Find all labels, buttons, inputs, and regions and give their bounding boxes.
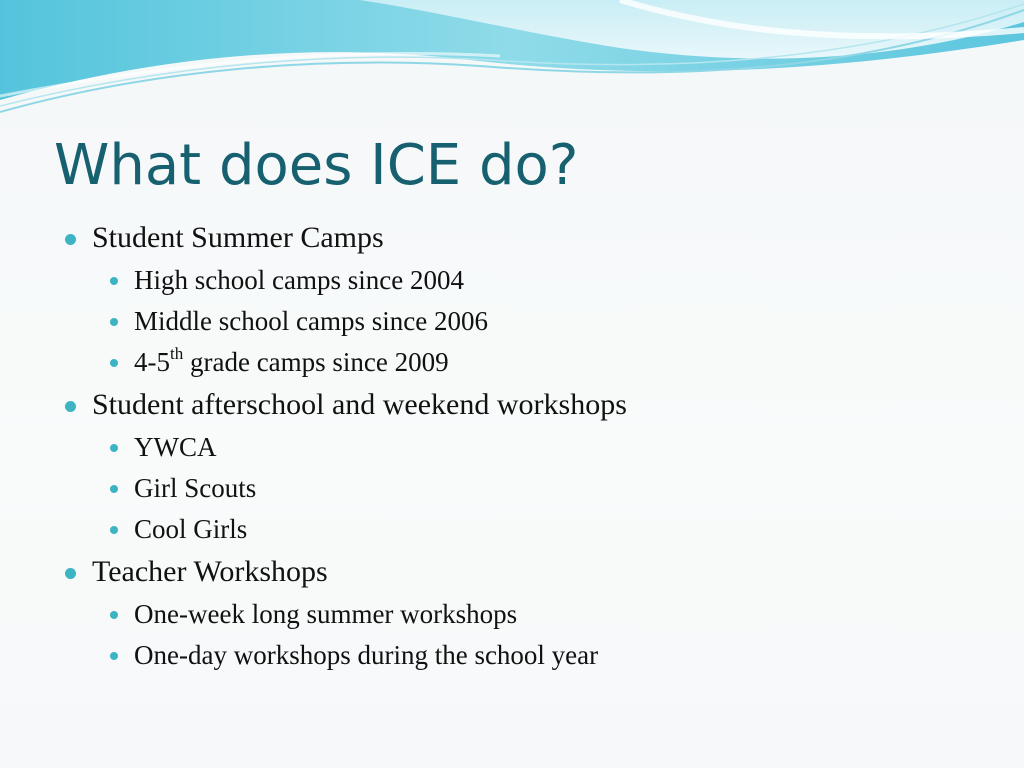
bullet-text: YWCA <box>134 432 217 462</box>
bullet-text: Student Summer Camps <box>92 221 384 254</box>
bullet-superscript: th <box>170 344 184 363</box>
sub-bullet-high-school-camps <box>62 260 982 301</box>
bullet-text: Middle school camps since 2006 <box>134 306 488 336</box>
bullet-teacher-workshops <box>62 550 982 594</box>
bullet-dot-icon <box>110 526 118 534</box>
bullet-list <box>62 216 982 676</box>
bullet-text: Girl Scouts <box>134 473 257 503</box>
bullet-dot-icon <box>110 277 118 285</box>
bullet-dot-icon <box>65 234 76 245</box>
bullet-dot-icon <box>110 318 118 326</box>
bullet-student-summer-camps <box>62 216 982 260</box>
bullet-text: One-week long summer workshops <box>134 599 518 629</box>
bullet-text: One-day workshops during the school year <box>134 640 599 670</box>
sub-bullet-one-day-workshops <box>62 635 982 676</box>
sub-bullet-ywca <box>62 427 982 468</box>
decorative-wave-banner <box>0 0 1024 130</box>
sub-bullet-grade-camps <box>62 342 982 383</box>
bullet-dot-icon <box>65 568 76 579</box>
sub-bullet-one-week-workshops <box>62 594 982 635</box>
bullet-dot-icon <box>110 444 118 452</box>
bullet-dot-icon <box>110 485 118 493</box>
bullet-dot-icon <box>65 401 76 412</box>
sub-bullet-girl-scouts <box>62 468 982 509</box>
bullet-text: Cool Girls <box>134 514 248 544</box>
bullet-prefix: 4-5 <box>134 347 170 377</box>
sub-bullet-cool-girls <box>62 509 982 550</box>
bullet-dot-icon <box>110 652 118 660</box>
bullet-dot-icon <box>110 359 118 367</box>
sub-bullet-middle-school-camps <box>62 301 982 342</box>
bullet-text: High school camps since 2004 <box>134 265 464 295</box>
slide-title: What does ICE do? <box>54 133 579 198</box>
bullet-student-afterschool-workshops <box>62 383 982 427</box>
bullet-text: Teacher Workshops <box>92 555 328 588</box>
bullet-text: grade camps since 2009 <box>183 347 449 377</box>
bullet-dot-icon <box>110 611 118 619</box>
bullet-text: Student afterschool and weekend workshops <box>92 388 627 421</box>
